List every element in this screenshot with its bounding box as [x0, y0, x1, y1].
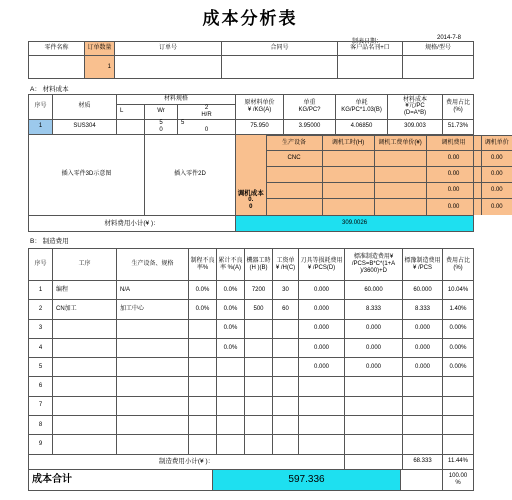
mfg-cell-cum[interactable]	[217, 435, 245, 454]
page-title: 成本分析表	[202, 9, 298, 28]
mfg-cell-hours[interactable]	[245, 416, 273, 435]
mfg-cell-mfg: 0.000	[403, 338, 443, 357]
mfg-cell-mfg: 60.000	[403, 281, 443, 300]
col-b-process: 工序	[53, 249, 117, 281]
mfg-cell-std	[345, 396, 403, 415]
table-row	[29, 358, 474, 377]
debug-header-unit: 调机单价	[481, 135, 512, 151]
debug-rate[interactable]	[374, 167, 426, 183]
mfg-cell-mfg	[403, 435, 443, 454]
debug-cost-block	[236, 134, 509, 215]
row-weight[interactable]: 3.95000	[284, 119, 336, 134]
debug-unit: 0.00	[481, 167, 512, 183]
mfg-cell-process[interactable]	[53, 358, 117, 377]
col-material: 材质	[53, 95, 117, 120]
image-3d-placeholder[interactable]: 插入零件3D示意图	[29, 134, 145, 215]
part-name-label: 零件名称	[29, 42, 85, 56]
mfg-cell-rate[interactable]	[273, 338, 299, 357]
mfg-cell-hours[interactable]	[245, 435, 273, 454]
table-row	[29, 435, 474, 454]
mfg-cell-seq: 3	[29, 319, 53, 338]
mfg-cell-ratio	[443, 377, 474, 396]
mfg-cell-process[interactable]: 编程	[53, 281, 117, 300]
mfg-cell-std: 8.333	[345, 300, 403, 319]
mfg-cell-hours[interactable]	[245, 358, 273, 377]
mfg-cell-rate[interactable]	[273, 396, 299, 415]
mfg-cell-process[interactable]	[53, 435, 117, 454]
customer-part-cell[interactable]	[338, 56, 403, 79]
mfg-cell-scrap[interactable]	[189, 338, 217, 357]
row-seq: 1	[29, 119, 53, 134]
mfg-cell-hours[interactable]	[245, 396, 273, 415]
mfg-cell-scrap[interactable]	[189, 377, 217, 396]
mfg-cell-process[interactable]	[53, 416, 117, 435]
row-l[interactable]	[117, 119, 145, 134]
debug-equip[interactable]	[266, 167, 322, 183]
manufacturing-rows	[29, 281, 474, 455]
mfg-cell-mfg: 0.000	[403, 319, 443, 338]
spec-label: 规格/型号	[403, 42, 474, 56]
mfg-cell-seq: 8	[29, 416, 53, 435]
col-b-hours: 機器工時 (H )(B)	[245, 249, 273, 281]
mfg-cell-cum[interactable]: 0.0%	[217, 281, 245, 300]
mfg-cell-tool	[299, 396, 345, 415]
debug-label: 调机成本	[237, 189, 264, 197]
row-unit-weight[interactable]: 4.06850	[336, 119, 388, 134]
table-row	[29, 396, 474, 415]
mfg-cell-process[interactable]: CN加工	[53, 300, 117, 319]
mfg-cell-equip[interactable]	[117, 416, 189, 435]
col-b-tool: 刀具等损耗费用 ¥ /PCS(D)	[299, 249, 345, 281]
total-label: 成本合计	[29, 470, 213, 491]
mfg-cell-ratio: 0.00%	[443, 338, 474, 357]
debug-unit: 0.00	[481, 199, 512, 215]
mfg-cell-cum[interactable]: 0.0%	[217, 338, 245, 357]
debug-header-rate: 调机工费单价(¥)	[374, 135, 426, 151]
mfg-cell-hours[interactable]: 7200	[245, 281, 273, 300]
debug-header-equip: 生产设备	[266, 135, 322, 151]
debug-cost: 0.00	[426, 167, 481, 183]
row-price[interactable]: 75.950	[236, 119, 284, 134]
mfg-cell-scrap[interactable]	[189, 416, 217, 435]
row-w-top: 5	[159, 119, 163, 126]
mfg-cell-mfg	[403, 396, 443, 415]
debug-cost: 0.00	[426, 183, 481, 199]
mfg-cell-mfg: 8.333	[403, 300, 443, 319]
order-qty-label: 订单数量	[85, 42, 115, 56]
row-w-bottom: 0	[159, 126, 163, 133]
total-ratio: 100.00 %	[443, 470, 474, 491]
mfg-cell-seq: 5	[29, 358, 53, 377]
debug-header-hours: 调机工时(H)	[322, 135, 374, 151]
mfg-cell-hours[interactable]	[245, 319, 273, 338]
total-table	[28, 469, 474, 491]
order-qty-cell[interactable]: 1	[85, 56, 115, 79]
col-price: 原材料单价 ¥ /KG(A)	[236, 95, 284, 120]
mfg-cell-ratio: 0.00%	[443, 319, 474, 338]
mfg-cell-std: 0.000	[345, 358, 403, 377]
mfg-cell-equip[interactable]	[117, 338, 189, 357]
mfg-cell-rate[interactable]	[273, 377, 299, 396]
order-no-cell[interactable]	[115, 56, 222, 79]
mfg-cell-tool	[299, 435, 345, 454]
mfg-cell-tool: 0.000	[299, 319, 345, 338]
row-h-top: 5	[181, 119, 185, 126]
mfg-cell-hours[interactable]	[245, 377, 273, 396]
mfg-cell-equip[interactable]	[117, 435, 189, 454]
debug-hours[interactable]	[322, 151, 374, 167]
mfg-cell-process[interactable]	[53, 338, 117, 357]
total-blank	[401, 470, 443, 491]
col-weight: 单重 KG/PC?	[284, 95, 336, 120]
debug-hours[interactable]	[322, 183, 374, 199]
mfg-cell-equip[interactable]: N/A	[117, 281, 189, 300]
mfg-cell-process[interactable]	[53, 377, 117, 396]
header-table	[28, 41, 474, 79]
mfg-cell-scrap[interactable]: 0.0%	[189, 300, 217, 319]
debug-rate[interactable]	[374, 183, 426, 199]
mfg-cell-hours[interactable]	[245, 338, 273, 357]
row-material[interactable]: SUS304	[53, 119, 117, 134]
mfg-cell-cum[interactable]	[217, 396, 245, 415]
mfg-cell-equip[interactable]	[117, 396, 189, 415]
section-b-label: B： 制造费用	[30, 238, 69, 245]
mfg-cell-std	[345, 416, 403, 435]
mfg-cell-equip[interactable]	[117, 358, 189, 377]
customer-part-label: 客户品名刊+口	[338, 42, 403, 56]
mfg-cell-process[interactable]	[53, 396, 117, 415]
mfg-cell-mfg	[403, 377, 443, 396]
debug-hours[interactable]	[322, 167, 374, 183]
debug-cost: 0.00	[426, 199, 481, 215]
mfg-cell-std: 60.000	[345, 281, 403, 300]
mfg-cell-scrap[interactable]	[189, 358, 217, 377]
debug-equip[interactable]	[266, 183, 322, 199]
debug-rate[interactable]	[374, 199, 426, 215]
mfg-cell-mfg: 0.000	[403, 358, 443, 377]
date-value: 2014-7-8	[437, 35, 462, 41]
mfg-cell-tool	[299, 377, 345, 396]
debug-cost: 0.00	[426, 151, 481, 167]
debug-unit: 0.00	[481, 151, 512, 167]
col-spec: 材料规格	[117, 95, 236, 105]
col-spec-l: L	[117, 105, 145, 120]
mfg-cell-process[interactable]	[53, 319, 117, 338]
table-row	[29, 319, 474, 338]
mfg-cell-rate[interactable]	[273, 435, 299, 454]
mfg-cell-rate[interactable]: 30	[273, 281, 299, 300]
part-name-cell[interactable]	[29, 56, 85, 79]
row-cost: 309.003	[388, 119, 443, 134]
mfg-cell-ratio: 0.00%	[443, 358, 474, 377]
total-value: 597.336	[213, 470, 401, 491]
mfg-cell-tool: 0.000	[299, 281, 345, 300]
contract-no-cell[interactable]	[222, 56, 338, 79]
row-ratio: 51.73%	[443, 119, 474, 134]
col-b-seq: 序号	[29, 249, 53, 281]
mfg-cell-hours[interactable]: 500	[245, 300, 273, 319]
section-a-label: A： 材料成本	[30, 86, 69, 93]
mfg-cell-seq: 2	[29, 300, 53, 319]
mfg-cell-ratio	[443, 416, 474, 435]
table-row	[29, 416, 474, 435]
mfg-cell-ratio: 1.40%	[443, 300, 474, 319]
col-spec-w: Wr	[145, 105, 178, 120]
col-b-cumscrap: 累计不良 率 %(A)	[217, 249, 245, 281]
mfg-cell-ratio: 10.04%	[443, 281, 474, 300]
col-b-mfg: 標豫制造费用 ¥ /PCS	[403, 249, 443, 281]
row-w[interactable]	[145, 119, 178, 134]
mfg-cell-std	[345, 435, 403, 454]
mfg-cell-tool	[299, 416, 345, 435]
debug-equip[interactable]: CNC	[266, 151, 322, 167]
mfg-cell-scrap[interactable]	[189, 396, 217, 415]
debug-rate[interactable]	[374, 151, 426, 167]
debug-value: 0. 0	[248, 197, 254, 210]
mfg-cell-seq: 6	[29, 377, 53, 396]
debug-label-cell	[236, 135, 266, 215]
mfg-cell-std: 0.000	[345, 338, 403, 357]
mfg-cell-tool: 0.000	[299, 300, 345, 319]
mfg-cell-seq: 4	[29, 338, 53, 357]
mfg-cell-cum[interactable]	[217, 358, 245, 377]
mfg-cell-std	[345, 377, 403, 396]
mfg-cell-equip[interactable]	[117, 319, 189, 338]
mfg-cell-scrap[interactable]: 0.0%	[189, 281, 217, 300]
debug-equip[interactable]	[266, 199, 322, 215]
mfg-cell-seq: 7	[29, 396, 53, 415]
col-b-rate: 工资单 ¥ /H(C)	[273, 249, 299, 281]
order-no-label: 订单号	[115, 42, 222, 56]
col-cost: 材料成本 ¥元/PC (D=A*B)	[388, 95, 443, 120]
mfg-cell-tool: 0.000	[299, 358, 345, 377]
manufacturing-cost-table	[28, 248, 474, 470]
material-subtotal-label: 材料费用小计(¥ )：	[29, 215, 236, 231]
col-ratio: 费用占比 (%)	[443, 95, 474, 120]
material-subtotal-value: 309.0026	[236, 215, 474, 231]
mfg-subtotal-ratio: 11.44%	[443, 454, 474, 469]
mfg-cell-cum[interactable]	[217, 416, 245, 435]
mfg-cell-cum[interactable]: 0.0%	[217, 300, 245, 319]
table-row	[29, 338, 474, 357]
image-2d-placeholder[interactable]: 插入零件2D	[145, 134, 236, 215]
mfg-cell-equip[interactable]: 加工中心	[117, 300, 189, 319]
material-cost-table	[28, 94, 509, 232]
mfg-cell-ratio	[443, 435, 474, 454]
mfg-cell-seq: 1	[29, 281, 53, 300]
row-h[interactable]	[178, 119, 236, 134]
table-row	[29, 300, 474, 319]
mfg-subtotal-value: 68.333	[403, 454, 443, 469]
date-label: 制表日期：	[352, 39, 383, 45]
mfg-cell-rate[interactable]	[273, 319, 299, 338]
mfg-subtotal-blank	[345, 454, 403, 469]
mfg-cell-std: 0.000	[345, 319, 403, 338]
mfg-cell-cum[interactable]: 0.0%	[217, 319, 245, 338]
mfg-cell-mfg	[403, 416, 443, 435]
debug-hours[interactable]	[322, 199, 374, 215]
mfg-cell-tool: 0.000	[299, 338, 345, 357]
col-seq: 序号	[29, 95, 53, 120]
table-row	[29, 281, 474, 300]
mfg-cell-scrap[interactable]	[189, 435, 217, 454]
contract-no-label: 合同号	[222, 42, 338, 56]
mfg-cell-scrap[interactable]	[189, 319, 217, 338]
debug-header-cost: 调机费用	[426, 135, 481, 151]
mfg-cell-equip[interactable]	[117, 377, 189, 396]
col-unit-weight: 单耗 KG/PC*1.03(B)	[336, 95, 388, 120]
mfg-cell-cum[interactable]	[217, 377, 245, 396]
col-spec-h: 2 H/R	[178, 105, 236, 120]
col-b-equip: 生产设备、规格	[117, 249, 189, 281]
debug-cost-table	[236, 135, 512, 215]
col-b-std: 標准制造费用¥ /PCS=B*C*(1+A )/3600)+D	[345, 249, 403, 281]
mfg-cell-seq: 9	[29, 435, 53, 454]
mfg-subtotal-label: 制造费用小计(¥ )：	[29, 454, 345, 469]
table-row	[29, 377, 474, 396]
row-h-bottom: 0	[204, 126, 209, 133]
mfg-cell-rate[interactable]	[273, 358, 299, 377]
col-b-scrap: 制程不良 率%	[189, 249, 217, 281]
debug-unit: 0.00	[481, 183, 512, 199]
mfg-cell-rate[interactable]	[273, 416, 299, 435]
col-b-ratio: 费用占比 (%)	[443, 249, 474, 281]
mfg-cell-ratio	[443, 396, 474, 415]
mfg-cell-rate[interactable]: 60	[273, 300, 299, 319]
spec-cell[interactable]	[403, 56, 474, 79]
